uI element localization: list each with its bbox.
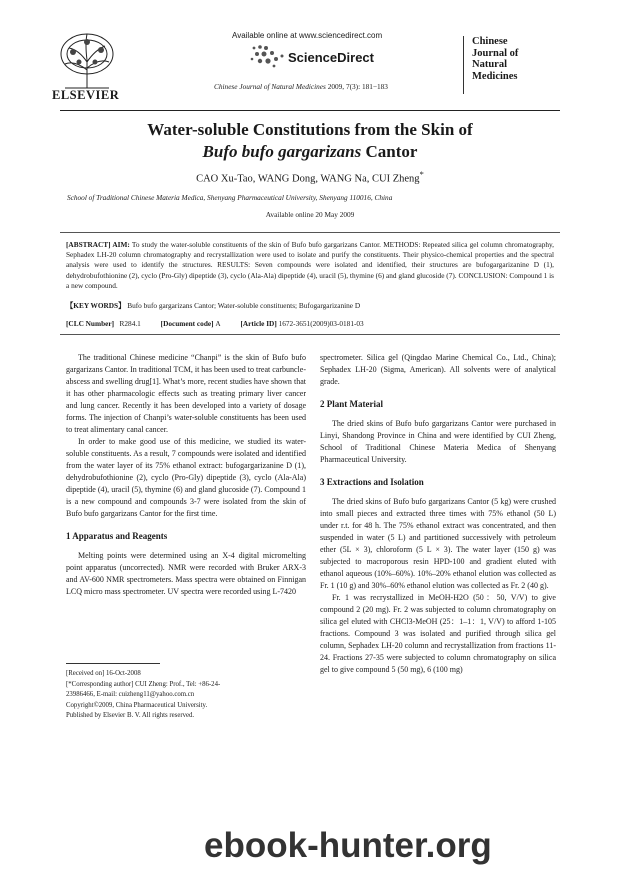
- footnote: [66, 669, 306, 722]
- footnote-corresponding: [*Corresponding author] CUI Zheng: Prof., Tel: +86-24-: [66, 680, 221, 688]
- abstract-rule-bottom: [60, 334, 560, 335]
- citation-journal: Chinese Journal of Natural Medicines: [214, 82, 326, 91]
- section-2-heading: 2 Plant Material: [320, 399, 383, 409]
- sciencedirect-dots-logo: [248, 44, 288, 68]
- available-online-line: Available online at www.sciencedirect.com: [232, 31, 383, 40]
- authors-text: CAO Xu-Tao, WANG Dong, WANG Na, CUI Zheng: [196, 173, 420, 185]
- section-3-paragraph-2: Fr. 1 was recrystallized in MeOH-H2O (50：50, V/V) to give compound 2 (20 mg). Fr. 2 was subjected to column chromatography on silica gel eluted with CHCl3-MeOH (25：1–1：1, V/V) to afford 1-105 fractions. Compound 3 was isolated and purified through silica gel column, Sephadex LH-20 column and recrystallization from fractions 11-24. Fractions 27-35 were subjected to column chromatography on silica gel to give compound 5 (50 mg), 6 (100 mg): [320, 593, 556, 674]
- journal-name-line: Chinese: [472, 36, 508, 47]
- title-line-1: Water-soluble Constitutions from the Skin of: [147, 120, 473, 139]
- clc-value: R284.1: [119, 319, 141, 328]
- journal-name-line: Journal of: [472, 47, 519, 59]
- article-id-label: [Article ID]: [240, 319, 277, 328]
- intro-paragraph-1: The traditional Chinese medicine “Chanpi” is the skin of Bufo bufo gargarizans Cantor. In traditional TCM, it has been used to treat carbuncle-abscess and swelling drug[1]. What’s more, recent studies have shown that it has other pharmacologic effects such as treating primary liver cancer and lung cancer. Recently it has been developed into a variety of dosage forms. The injection of Chanpi’s water-soluble constituents has been used to treat alimentary canal cancer.: [66, 353, 306, 434]
- doc-code-value: A: [215, 319, 221, 328]
- title-cantor: Cantor: [361, 142, 418, 161]
- section-1-heading: 1 Apparatus and Reagents: [66, 531, 168, 541]
- abstract-rule-top: [60, 232, 560, 233]
- online-date: Available online 20 May 2009: [265, 210, 355, 219]
- clc-label: [CLC Number]: [66, 319, 115, 328]
- article-id-value: 1672-3651(2009)03-0181-03: [278, 319, 364, 328]
- right-column: [320, 352, 556, 676]
- corresponding-mark: *: [419, 169, 424, 179]
- footnote-published: Published by Elsevier B. V. All rights reserved.: [66, 712, 195, 719]
- left-column: [66, 352, 306, 598]
- section-2-paragraph: The dried skins of Bufo bufo gargarizans Cantor were purchased in Linyi, Shandong Province in China and were identified by CUI Zheng, School of Traditional Chinese Materia Medica of Shenyang Pharmaceutical University.: [320, 419, 556, 464]
- classification-line: [66, 319, 364, 328]
- apparatus-continued: spectrometer. Silica gel (Qingdao Marine Chemical Co., Ltd., China); Sephadex LH-20 (Sigma, American). All solvents were of analytical grade.: [320, 353, 556, 386]
- citation-volume: 2009, 7(3): 181−183: [325, 82, 388, 91]
- journal-name-line: Medicines: [472, 70, 518, 82]
- title-species: Bufo bufo gargarizans: [202, 142, 362, 161]
- publisher-name: ELSEVIER: [52, 88, 120, 102]
- title-line-2: [60, 141, 560, 163]
- abstract: [66, 240, 554, 291]
- affiliation: School of Traditional Chinese Materia Medica, Shenyang Pharmaceutical University, Shenyang 110016, China: [67, 193, 393, 202]
- watermark-text: ebook-hunter.org: [204, 826, 492, 865]
- journal-name-box: [463, 36, 554, 94]
- footnote-copyright: Copyright©2009, China Pharmaceutical University.: [66, 701, 208, 709]
- header-divider: [60, 110, 560, 111]
- section-3-heading: 3 Extractions and Isolation: [320, 477, 424, 487]
- journal-name-line: Natural: [472, 59, 507, 70]
- abstract-text: To study the water-soluble constituents of the skin of Bufo bufo gargarizans Cantor. METHODS: Repeated silica gel column chromatography, Sephadex LH-20 column chromatography and recrystallization were used to isolate and purify the constituents. Their physico-chemical properties and the spectral analysis were used to identify the structures. RESULTS: Seven compounds were isolated and identified, their structures are bufogargarizanine D (1), dehydrobufothionine (2), cyclo (Pro-Gly) dipeptide (3), cyclo (Ala-Ala) dipeptide (4), uracil (5), thymine (6) and gland glucoside (7). CONCLUSION: Compound 1 is a new compound.: [66, 240, 554, 290]
- elsevier-tree-logo: [55, 30, 119, 92]
- footnote-contact: 23986466, E-mail: cuizheng11@yahoo.com.cn: [66, 691, 195, 698]
- author-list: [60, 169, 560, 185]
- footnote-rule: [66, 663, 160, 664]
- sciencedirect-brand: ScienceDirect: [288, 50, 374, 65]
- journal-citation: [214, 82, 388, 91]
- keywords-label: 【KEY WORDS】: [66, 301, 126, 310]
- section-3-paragraph-1: The dried skins of Bufo bufo gargarizans Cantor (5 kg) were crushed into small pieces and extracted three times with 75% ethanol (50 L) under r.t. for 48 h. The 75% ethanol extract was concentrated, and then suspended in water (5 L) and partitioned successively with petroleum ether (5L × 3), chloroform (5 L × 3). The water layer (150 g) was subjected to macroporous resin HPD-100 and gradient eluted with ethanol aqueous (10%–60%). 10%–20% ethanol elution was collected as Fr. 1 (10 g) and 30%–60% ethanol elution was collected as Fr. 2 (40 g).: [320, 497, 556, 590]
- keywords: [66, 301, 554, 311]
- intro-paragraph-2: In order to make good use of this medicine, we studied its water-soluble constituents. As a result, 7 compounds were isolated and identified from the water layer of its 75% ethanol extract: bufogargarizanine D (1), dehydrobufothionine (2), cyclo (Pro-Gly) dipeptide (3), cyclo (Ala-Ala) dipeptide (4), uracil (5), thymine (6) and gland glucoside (7). Compound 1 is a new compound and compounds 3-7 were isolated from the skin of Bufo bufo gargarizans Cantor for the first time.: [66, 437, 306, 518]
- abstract-label: [ABSTRACT] AIM:: [66, 240, 130, 249]
- doc-code-label: [Document code]: [160, 319, 214, 328]
- section-1-paragraph: Melting points were determined using an X-4 digital micromelting point apparatus (uncorrected). NMR were recorded with Bruker ARX-3 and AV-600 NMR spectrometers. Mass spectra were obtained on Finnigan LCQ micro mass spectrometer. UV spectra were recorded using L-7420: [66, 551, 306, 596]
- keywords-text: Bufo bufo gargarizans Cantor; Water-soluble constituents; Bufogargarizanine D: [125, 301, 361, 310]
- article-title: [60, 119, 560, 163]
- footnote-received: [Received on] 16-Oct-2008: [66, 670, 141, 677]
